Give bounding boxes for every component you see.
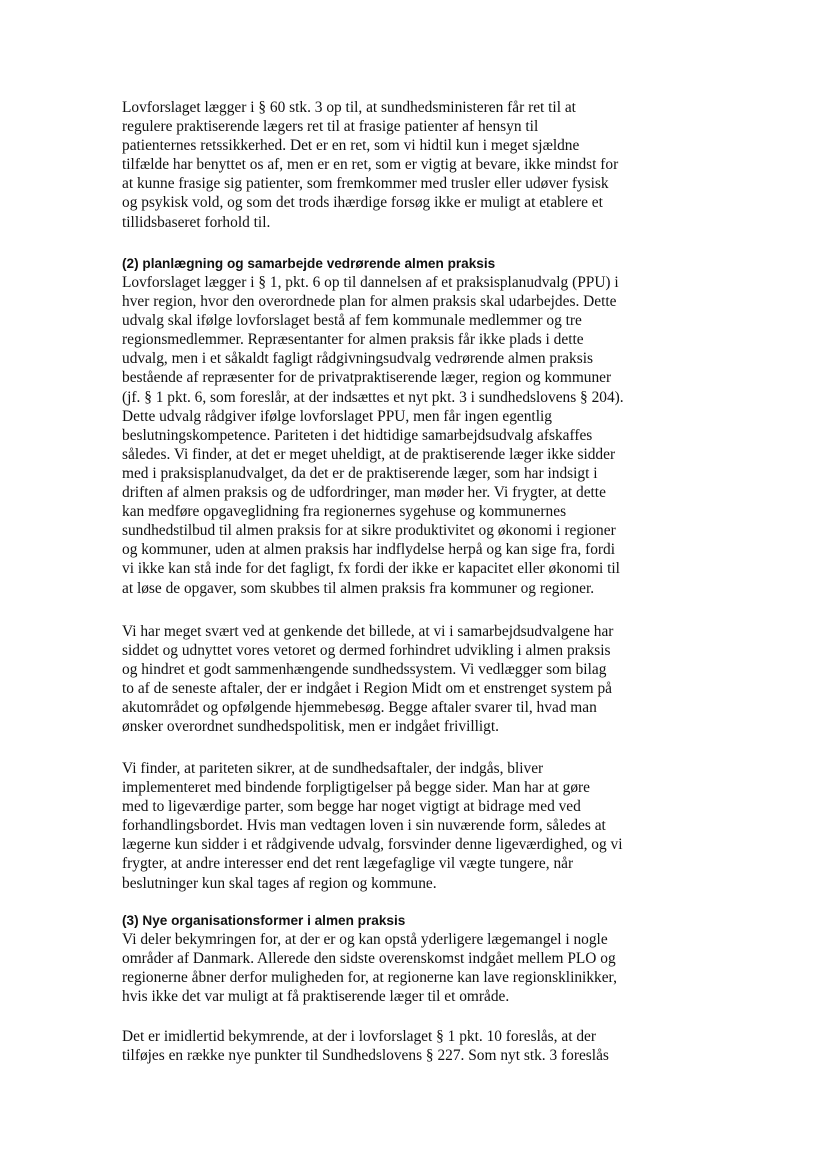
text-line: sundhedstilbud til almen praksis for at sikre produktivitet og økonomi i regioner (122, 522, 616, 540)
text-line: lægerne kun sidder i et rådgivende udvalg, forsvinder denne ligeværdighed, og vi (122, 836, 623, 854)
text-line: ønsker overordnet sundhedspolitisk, men er indgået frivilligt. (122, 718, 499, 736)
paragraph-patient-dismissal (122, 98, 702, 232)
text-line: og psykisk vold, og som det trods ihærdige forsøg ikke er muligt at etablere et (122, 194, 603, 212)
paragraph-parity (122, 759, 702, 893)
paragraph-practice-planning-committee (122, 273, 702, 598)
text-line: tillidsbaseret forhold til. (122, 213, 271, 231)
text-line: Vi finder, at pariteten sikrer, at de sundhedsaftaler, der indgås, bliver (122, 760, 544, 777)
text-line: tilføjes en række nye punkter til Sundhedslovens § 227. Som nyt stk. 3 foreslås (122, 1047, 609, 1065)
text-line: Vi deler bekymringen for, at der er og kan opstå yderligere lægemangel i nogle (122, 931, 608, 948)
paragraph-doctor-shortage (122, 930, 702, 1006)
text-line: med to ligeværdige parter, som begge har noget vigtigt at bidrage med ved (122, 798, 581, 816)
text-line: siddet og udnyttet vores vetoret og dermed forhindret udvikling i almen praksis (122, 642, 611, 660)
text-line: udvalg skal ifølge lovforslaget bestå af fem kommunale medlemmer og tre (122, 312, 582, 330)
section-heading-planning: (2) planlægning og samarbejde vedrørende almen praksis (122, 256, 496, 271)
text-line: områder af Danmark. Allerede den sidste overenskomst indgået mellem PLO og (122, 950, 616, 968)
text-line: udvalg, men i et såkaldt fagligt rådgivningsudvalg vedrørende almen praksis (122, 350, 593, 368)
paragraph-health-act-227 (122, 1027, 702, 1065)
text-line: Lovforslaget lægger i § 1, pkt. 6 op til dannelsen af et praksisplanudvalg (PPU) i (122, 274, 619, 291)
text-line: patienternes retssikkerhed. Det er en ret, som vi hidtil kun i meget sjældne (122, 137, 580, 155)
paragraph-cooperation-committees (122, 622, 702, 737)
text-line: Vi har meget svært ved at genkende det billede, at vi i samarbejdsudvalgene har (122, 623, 614, 640)
text-line: bestående af repræsenter for de privatpraktiserende læger, region og kommuner (122, 369, 612, 387)
text-line: driften af almen praksis og de udfordringer, man møder her. Vi frygter, at dette (122, 484, 606, 502)
text-line: forhandlingsbordet. Hvis man vedtagen loven i sin nuværende form, således at (122, 817, 606, 835)
text-line: hvis ikke det var muligt at få praktiserende læger til et område. (122, 988, 510, 1006)
text-line: vi ikke kan stå inde for det fagligt, fx fordi der ikke er kapacitet eller økonomi til (122, 560, 620, 578)
text-line: tilfælde har benyttet os af, men er en ret, som er vigtig at bevare, ikke mindst for (122, 156, 619, 174)
text-line: kan medføre opgaveglidning fra regionernes sygehuse og kommunernes (122, 503, 567, 521)
text-line: med i praksisplanudvalget, da det er de praktiserende læger, som har indsigt i (122, 464, 598, 482)
text-line: regulere praktiserende lægers ret til at frasige patienter af hensyn til (122, 118, 539, 136)
text-line: Lovforslaget lægger i § 60 stk. 3 op til, at sundhedsministeren får ret til at (122, 99, 576, 116)
text-line: at kunne frasige sig patienter, som fremkommer med trusler eller udøver fysisk (122, 175, 609, 193)
text-line: regionerne åbner derfor muligheden for, at regionerne kan lave regionsklinikker, (122, 969, 617, 987)
text-line: således. Vi finder, at det er meget uheldigt, at de praktiserende læger ikke sidder (122, 445, 616, 463)
section-heading-organisation-forms: (3) Nye organisationsformer i almen praksis (122, 913, 406, 928)
text-line: to af de seneste aftaler, der er indgået i Region Midt om et enstrenget system på (122, 680, 613, 698)
text-line: Dette udvalg rådgiver ifølge lovforslaget PPU, men får ingen egentlig (122, 407, 552, 425)
text-line: og hindret et godt sammenhængende sundhedssystem. Vi vedlægger som bilag (122, 661, 607, 679)
text-line: beslutninger kun skal tages af region og kommune. (122, 874, 437, 892)
text-line: akutområdet og opfølgende hjemmebesøg. Begge aftaler svarer til, hvad man (122, 699, 597, 717)
text-line: hver region, hvor den overordnede plan for almen praksis skal udarbejdes. Dette (122, 293, 617, 311)
text-line: (jf. § 1 pkt. 6, som foreslår, at der indsættes et nyt pkt. 3 i sundhedslovens § 204). (122, 388, 624, 406)
text-line: beslutningskompetence. Pariteten i det hidtidige samarbejdsudvalg afskaffes (122, 426, 593, 444)
text-line: regionsmedlemmer. Repræsentanter for almen praksis får ikke plads i dette (122, 331, 584, 349)
text-line: implementeret med bindende forpligtigelser på begge sider. Man har at gøre (122, 779, 590, 797)
text-line: frygter, at andre interesser end det rent lægefaglige vil vægte tungere, når (122, 855, 574, 873)
text-line: og kommuner, uden at almen praksis har indflydelse herpå og kan sige fra, fordi (122, 541, 616, 559)
text-line: Det er imidlertid bekymrende, at der i lovforslaget § 1 pkt. 10 foreslås, at der (122, 1028, 596, 1045)
text-line: at løse de opgaver, som skubbes til almen praksis fra kommuner og regioner. (122, 579, 595, 597)
